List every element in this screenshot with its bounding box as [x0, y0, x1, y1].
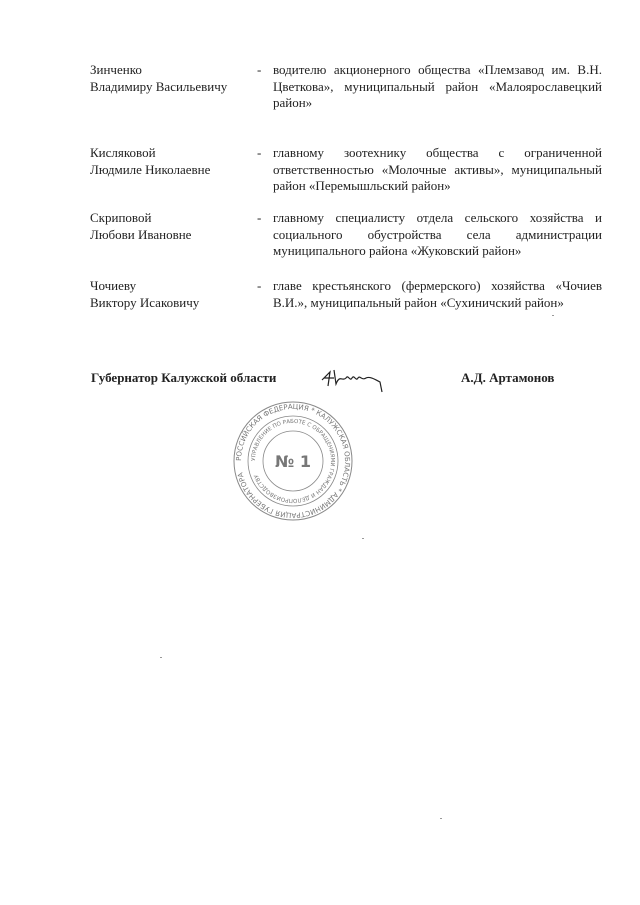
signatory-name: А.Д. Артамонов [461, 370, 555, 385]
scan-speck [160, 657, 162, 658]
surname: Чочиеву [90, 278, 137, 293]
handwritten-signature [318, 366, 388, 394]
given-names: Виктору Исаковичу [90, 294, 200, 310]
recipient-position: главному зоотехнику общества с ограниченной ответственностью «Молочные активы», муниципальный район «Перемышльский район» [273, 145, 602, 194]
recipient-position: водителю акционерного общества «Племзавод им. В.Н. Цветкова», муниципальный район «Малоярославецкий район» [273, 62, 602, 111]
scan-speck [552, 315, 554, 316]
surname: Зинченко [90, 62, 142, 77]
given-names: Любови Ивановне [90, 226, 192, 242]
scan-speck [440, 818, 442, 819]
svg-text:№ 1: № 1 [275, 452, 311, 471]
surname: Кисляковой [90, 145, 156, 160]
given-names: Владимиру Васильевичу [90, 78, 228, 94]
dash: - [257, 210, 262, 225]
dash: - [257, 145, 262, 160]
recipient-position: главному специалисту отдела сельского хозяйства и социального обустройства села администрации муниципального района «Жуковский район» [273, 210, 602, 259]
official-stamp [232, 400, 354, 522]
dash: - [257, 278, 262, 293]
surname: Скриповой [90, 210, 152, 225]
svg-text:УПРАВЛЕНИЕ ПО РАБОТЕ С ОБРАЩЕН: УПРАВЛЕНИЕ ПО РАБОТЕ С ОБРАЩЕНИЯМИ ГРАЖДАН И ДЕЛОПРОИЗВОДСТВУ [250, 418, 336, 504]
recipient-name [90, 62, 255, 95]
recipient-name [90, 210, 255, 243]
signatory-position: Губернатор Калужской области [91, 370, 277, 385]
recipient-name [90, 278, 255, 311]
recipient-name [90, 145, 255, 178]
scan-speck [362, 538, 364, 539]
recipient-position: главе крестьянского (фермерского) хозяйства «Чочиев В.И.», муниципальный район «Сухиничский район» [273, 278, 602, 310]
svg-text:РОССИЙСКАЯ ФЕДЕРАЦИЯ * КАЛУЖСК: РОССИЙСКАЯ ФЕДЕРАЦИЯ * КАЛУЖСКАЯ ОБЛАСТЬ * АДМИНИСТРАЦИЯ ГУБЕРНАТОРА [234, 402, 352, 520]
given-names: Людмиле Николаевне [90, 161, 211, 177]
dash: - [257, 62, 262, 77]
